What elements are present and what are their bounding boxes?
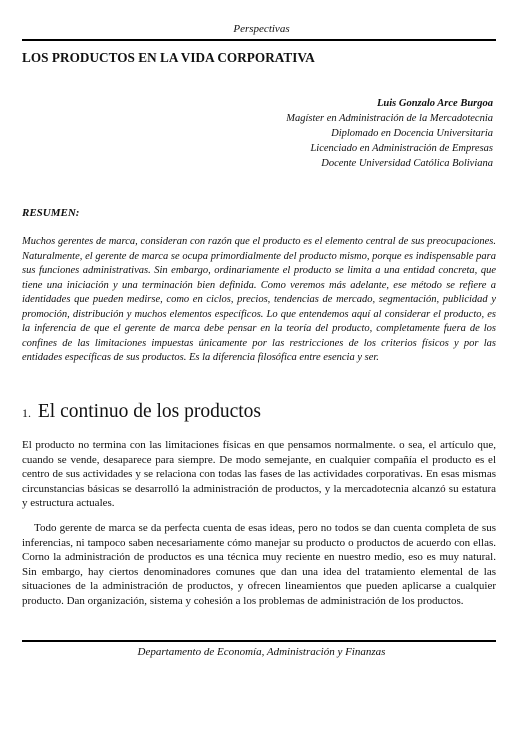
- author-credential: Magíster en Administración de la Mercadotecnia: [286, 113, 493, 124]
- body-paragraph: Todo gerente de marca se da perfecta cuenta de esas ideas, pero no todos se dan cuenta completa de sus inferencias, ni tampoco saben necesariamente cómo manejar su producto o productos de acuerdo con ellas. Corno la administración de productos es una técnica muy reciente en nuestro medio, eso es muy natural. Sin embargo, hay ciertos denominadores comunes que dan una idea del tratamiento elemental de las situaciones de la administración de productos, y ofrecen lineamientos que pueden aplicarse a cualquier producto. Dan organización, sistema y cohesión a los problemas de administración de los productos.: [22, 522, 496, 607]
- body-paragraph: El producto no termina con las limitaciones físicas en que pensamos normalmente. o sea, el artículo que, cuando se vende, desaparece para siempre. De modo semejante, en cualquier compañía el producto es el centro de sus actividades y se relaciona con todas las fases de las actividades corporativas. En esas mismas circunstancias básicas se desarrolló la administración de productos, y la mercadotecnia alcanzó su estatura y estructura actuales.: [22, 439, 496, 509]
- section-number: 1.: [22, 406, 31, 420]
- author-block: [286, 96, 493, 171]
- header-rule: [22, 39, 496, 41]
- abstract-text: Muchos gerentes de marca, consideran con razón que el producto es el elemento central de sus preocupaciones. Naturalmente, el gerente de marca se ocupa primordialmente del producto mismo, porque es indispensable para sus funciones administrativas. Sin embargo, ordinariamente el producto se limita a una entidad concreta, que tiene una iniciación y una terminación bien definida. Como veremos más adelante, ese método se refiere a identidades que pueden medirse, como en ciclos, precios, tendencias de mercado, segmentación, publicidad y promoción, distribución y muchos elementos específicos. Lo que entendemos aquí al considerar el producto, es la inferencia de que el gerente de marca debe pensar en la teoría del producto, completamente fuera de los confines de las limitaciones impuestas únicamente por las restricciones de los criterios físicos y por las entidades específicas de sus productos. Es la diferencia filosófica entre esencia y ser.: [22, 236, 496, 363]
- page-footer: Departamento de Economía, Administración y Finanzas: [137, 646, 386, 658]
- section-heading: [22, 400, 261, 425]
- author-credential: Docente Universidad Católica Boliviana: [321, 158, 493, 169]
- author-credential: Diplomado en Docencia Universitaria: [331, 128, 493, 139]
- running-header: Perspectivas: [233, 23, 290, 35]
- author-credential: Licenciado en Administración de Empresas: [310, 143, 493, 154]
- footer-rule: [22, 640, 496, 642]
- section-title: El continuo de los productos: [37, 401, 262, 422]
- author-name: Luis Gonzalo Arce Burgoa: [376, 98, 493, 109]
- article-title: LOS PRODUCTOS EN LA VIDA CORPORATIVA: [22, 50, 315, 65]
- abstract-heading: RESUMEN:: [22, 207, 80, 219]
